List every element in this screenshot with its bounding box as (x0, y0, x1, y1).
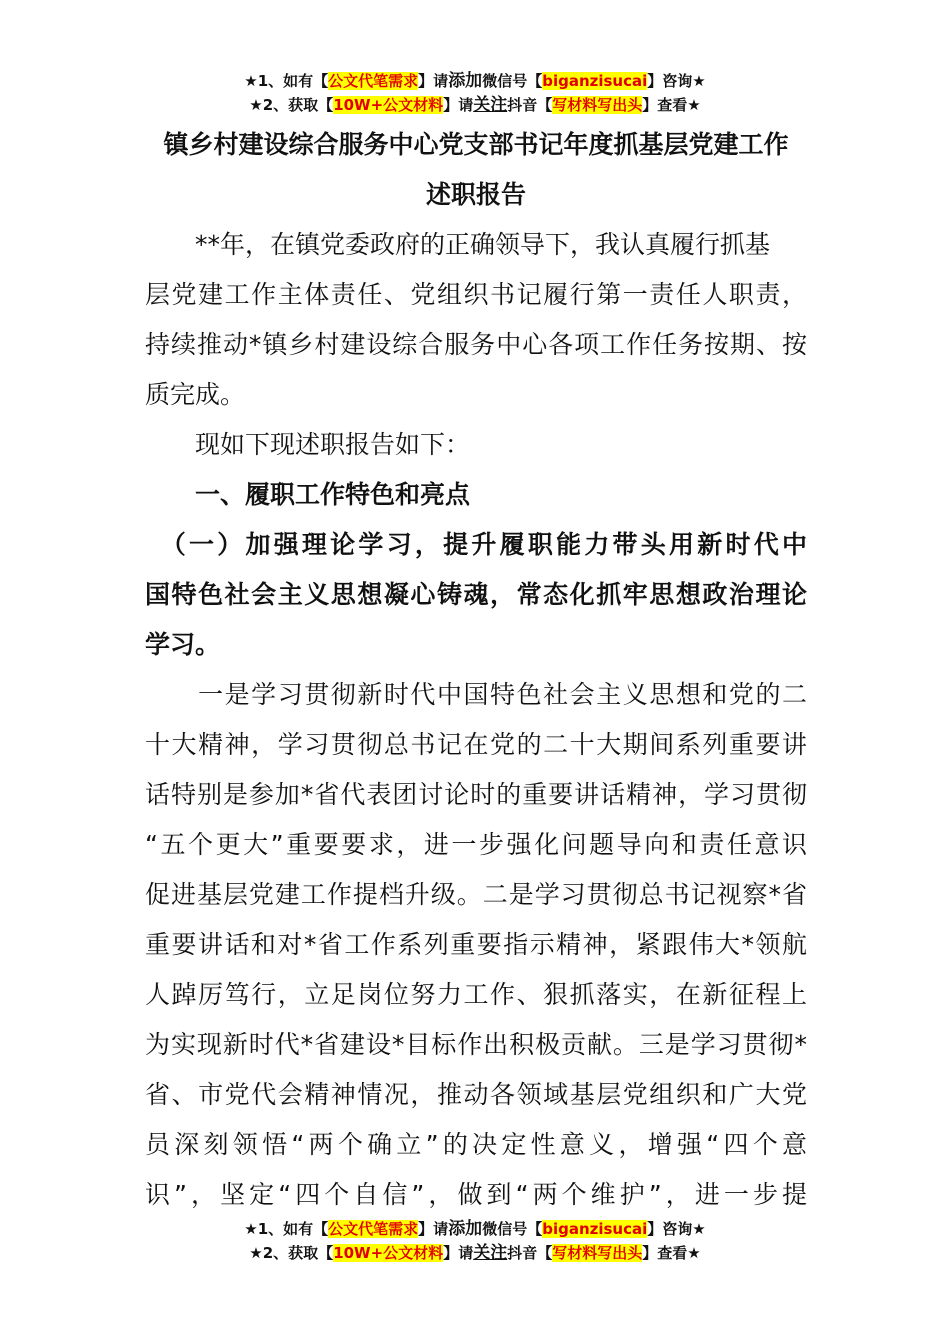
promo-highlight: 10W+公文材料 (333, 96, 444, 114)
promo-line-1-top: ★1、如有【公文代笔需求】请添加微信号【biganzisucai】咨询★ (244, 71, 706, 91)
document-title-line-2: 述职报告 (425, 180, 526, 209)
body-line: **年，在镇党委政府的正确领导下，我认真履行抓基 (145, 230, 771, 259)
subsection-heading: 国特色社会主义思想凝心铸魂，常态化抓牢思想政治理论 (145, 580, 807, 609)
body-line: “五个更大”重要要求，进一步强化问题导向和责任意识 (145, 830, 807, 859)
body-line: 话特别是参加*省代表团讨论时的重要讲话精神，学习贯彻 (145, 780, 807, 809)
body-line: 人踔厉笃行，立足岗位努力工作、狠抓落实，在新征程上 (145, 980, 807, 1009)
body-line: 为实现新时代*省建设*目标作出积极贡献。三是学习贯彻* (145, 1030, 807, 1059)
body-line: 质完成。 (145, 380, 246, 409)
promo-wechat-id: biganzisucai (542, 1220, 648, 1238)
body-line: 重要讲话和对*省工作系列重要指示精神，紧跟伟大*领航 (145, 930, 807, 959)
body-line: 现如下现述职报告如下： (145, 430, 471, 459)
promo-line-2-top: ★2、获取【10W+公文材料】请关注抖音【写材料写出头】查看★ (249, 95, 701, 115)
promo-line-1-bottom: ★1、如有【公文代笔需求】请添加微信号【biganzisucai】咨询★ (244, 1219, 706, 1239)
body-line: 员深刻领悟“两个确立”的决定性意义，增强“四个意 (145, 1130, 807, 1159)
promo-wechat-id: biganzisucai (542, 72, 648, 90)
subsection-heading: 学习。 (145, 630, 221, 659)
promo-highlight: 10W+公文材料 (333, 1244, 444, 1262)
body-line: 层党建工作主体责任、党组织书记履行第一责任人职责， (145, 280, 807, 309)
body-line: 十大精神，学习贯彻总书记在党的二十大期间系列重要讲 (145, 730, 807, 759)
promo-highlight: 公文代笔需求 (328, 72, 419, 90)
document-title-line-1: 镇乡村建设综合服务中心党支部书记年度抓基层党建工作 (163, 130, 789, 159)
promo-line-2-bottom: ★2、获取【10W+公文材料】请关注抖音【写材料写出头】查看★ (249, 1243, 701, 1263)
promo-highlight: 公文代笔需求 (328, 1220, 419, 1238)
subsection-heading: （一）加强理论学习，提升履职能力带头用新时代中 (145, 530, 807, 559)
section-heading: 一、履职工作特色和亮点 (145, 480, 471, 509)
body-line: 省、市党代会精神情况，推动各领域基层党组织和广大党 (145, 1080, 807, 1109)
promo-douyin-name: 写材料写出头 (552, 96, 643, 114)
body-line: 识”，坚定“四个自信”，做到“两个维护”，进一步提 (145, 1180, 807, 1209)
promo-douyin-name: 写材料写出头 (552, 1244, 643, 1262)
body-line: 一是学习贯彻新时代中国特色社会主义思想和党的二 (145, 680, 807, 709)
body-line: 持续推动*镇乡村建设综合服务中心各项工作任务按期、按 (145, 330, 807, 359)
body-line: 促进基层党建工作提档升级。二是学习贯彻总书记视察*省 (145, 880, 807, 909)
